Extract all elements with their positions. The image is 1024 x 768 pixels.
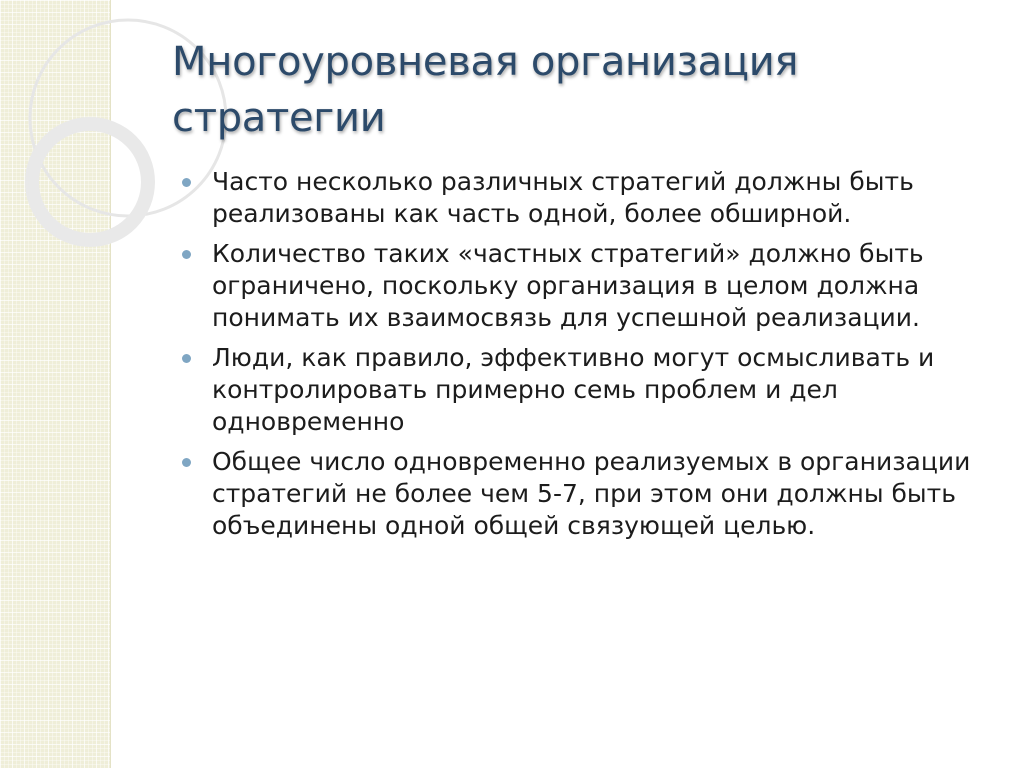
bullet-dot-icon bbox=[182, 250, 191, 259]
bullet-item bbox=[182, 446, 1002, 542]
bullet-list bbox=[182, 166, 1002, 550]
side-panel-pattern bbox=[0, 0, 111, 768]
bullet-item bbox=[182, 342, 1002, 438]
bullet-text: Часто несколько различных стратегий должны быть реализованы как часть одной, более обширной. bbox=[212, 167, 914, 228]
bullet-item bbox=[182, 166, 1002, 230]
bullet-item bbox=[182, 238, 1002, 334]
bullet-dot-icon bbox=[182, 458, 191, 467]
bullet-text: Количество таких «частных стратегий» должно быть ограничено, поскольку организация в целом должна понимать их взаимосвязь для успешной реализации. bbox=[212, 239, 924, 332]
bullet-dot-icon bbox=[182, 354, 191, 363]
bullet-text: Люди, как правило, эффективно могут осмысливать и контролировать примерно семь проблем и дел одновременно bbox=[212, 343, 935, 436]
bullet-text: Общее число одновременно реализуемых в организации стратегий не более чем 5-7, при этом они должны быть объединены одной общей связующей целью. bbox=[212, 447, 971, 540]
slide-title: Многоуровневая организация стратегии bbox=[172, 39, 799, 141]
bullet-dot-icon bbox=[182, 178, 191, 187]
